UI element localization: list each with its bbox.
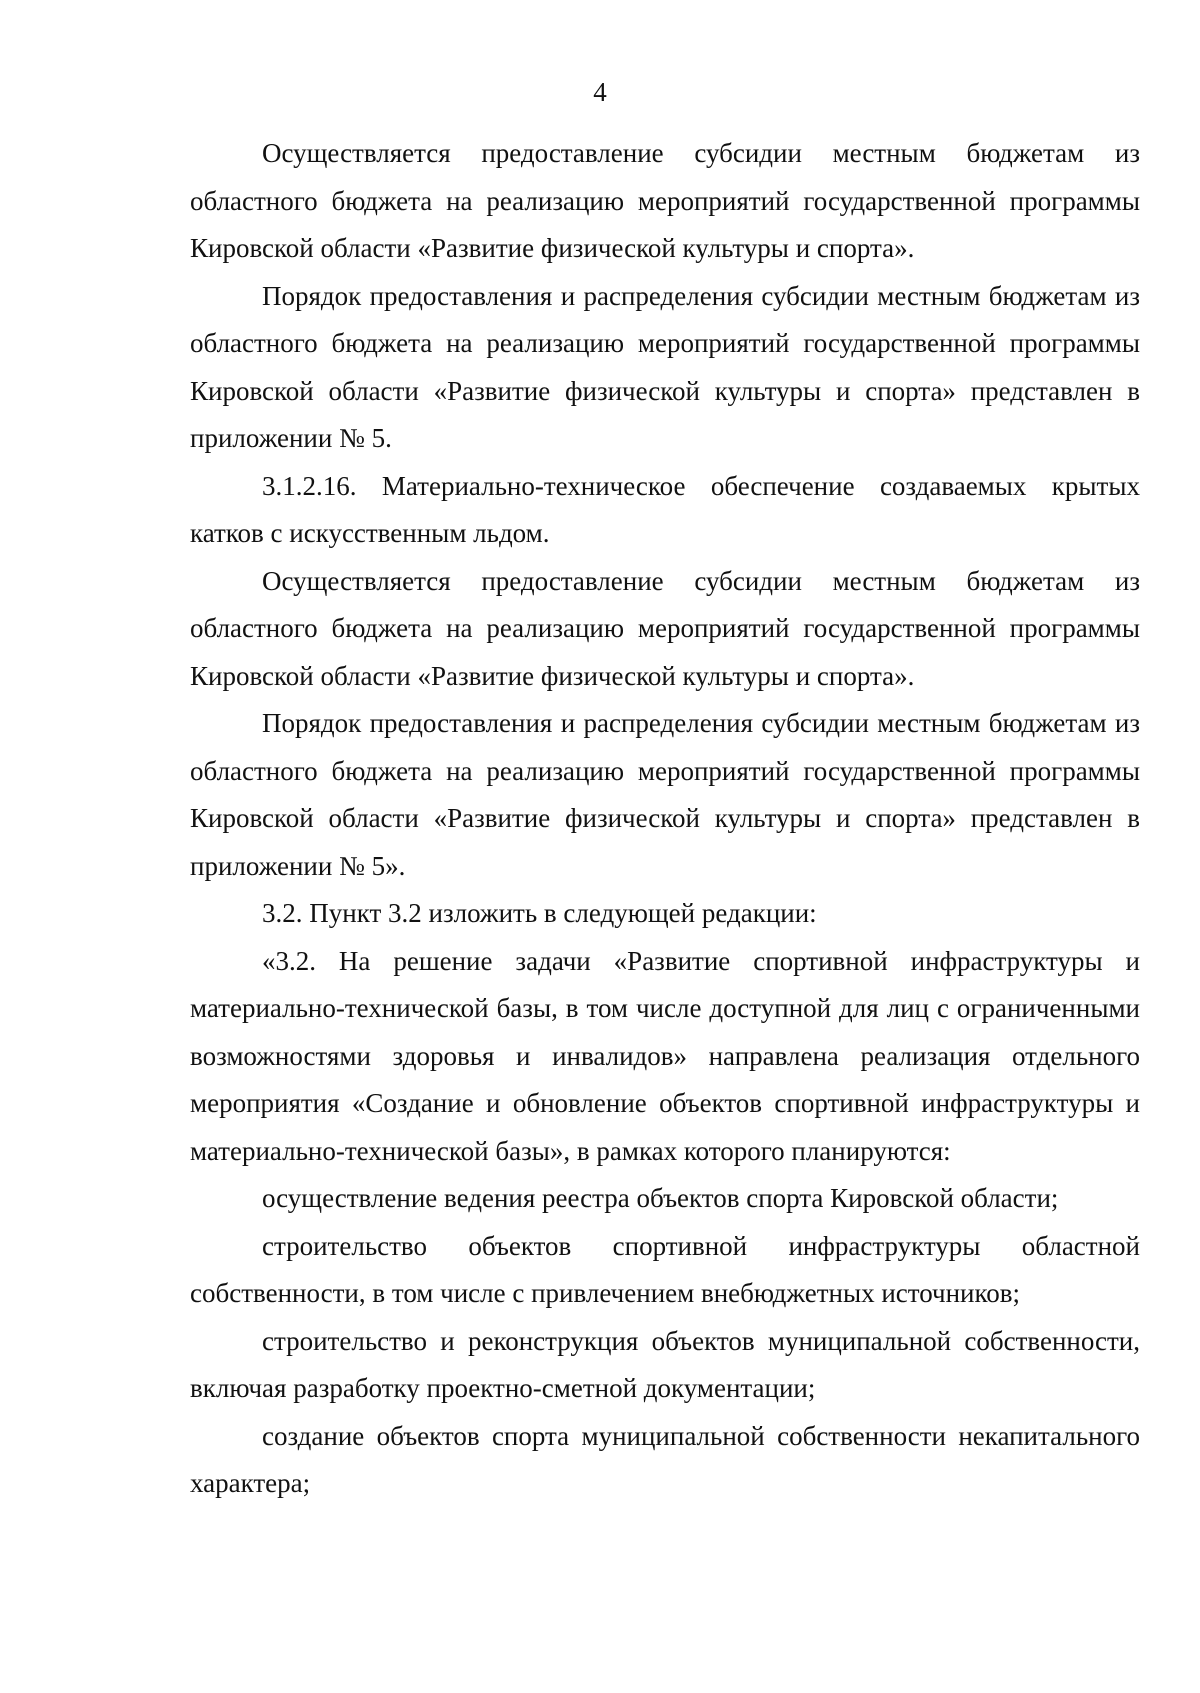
document-body — [190, 130, 1140, 1508]
paragraph-item-3-2-text: «3.2. На решение задачи «Развитие спортивной инфраструктуры и материально-технической базы, в том числе доступной для лиц с ограниченными возможностями здоровья и инвалидов» направлена реализация отдельного мероприятия «Создание и обновление объектов спортивной инфраструктуры и материально-технической базы», в рамках которого планируются: — [190, 945, 1140, 1166]
paragraph-subsidy-procedure-1: Порядок предоставления и распределения субсидии местным бюджетам из областного бюджета на реализацию мероприятий государственной программы Кировской области «Развитие физической культуры и спорта» представлен в приложении № 5. — [190, 280, 1140, 453]
paragraph-subsidy-provision-2: Осуществляется предоставление субсидии местным бюджетам из областного бюджета на реализацию мероприятий государственной программы Кировской области «Развитие физической культуры и спорта». — [190, 565, 1140, 691]
list-item-noncapital-objects: создание объектов спорта муниципальной собственности некапитального характера; — [190, 1420, 1140, 1498]
paragraph-item-3-2-amendment: 3.2. Пункт 3.2 изложить в следующей редакции: — [262, 898, 817, 928]
paragraph-subsidy-provision-1: Осуществляется предоставление субсидии местным бюджетам из областного бюджета на реализацию мероприятий государственной программы Кировской области «Развитие физической культуры и спорта». — [190, 138, 1140, 263]
list-item-regional-construction: строительство объектов спортивной инфраструктуры областной собственности, в том числе с привлечением внебюджетных источников; — [190, 1230, 1140, 1308]
list-item-municipal-construction: строительство и реконструкция объектов муниципальной собственности, включая разработку проектно-сметной документации; — [190, 1325, 1140, 1403]
list-item-sports-registry: осуществление ведения реестра объектов спорта Кировской области; — [262, 1183, 1059, 1213]
paragraph-item-3-1-2-16: 3.1.2.16. Материально-техническое обеспечение создаваемых крытых катков с искусственным льдом. — [190, 470, 1140, 548]
paragraph-subsidy-procedure-2: Порядок предоставления и распределения субсидии местным бюджетам из областного бюджета на реализацию мероприятий государственной программы Кировской области «Развитие физической культуры и спорта» представлен в приложении № 5». — [190, 708, 1140, 881]
page-number: 4 — [593, 77, 607, 107]
